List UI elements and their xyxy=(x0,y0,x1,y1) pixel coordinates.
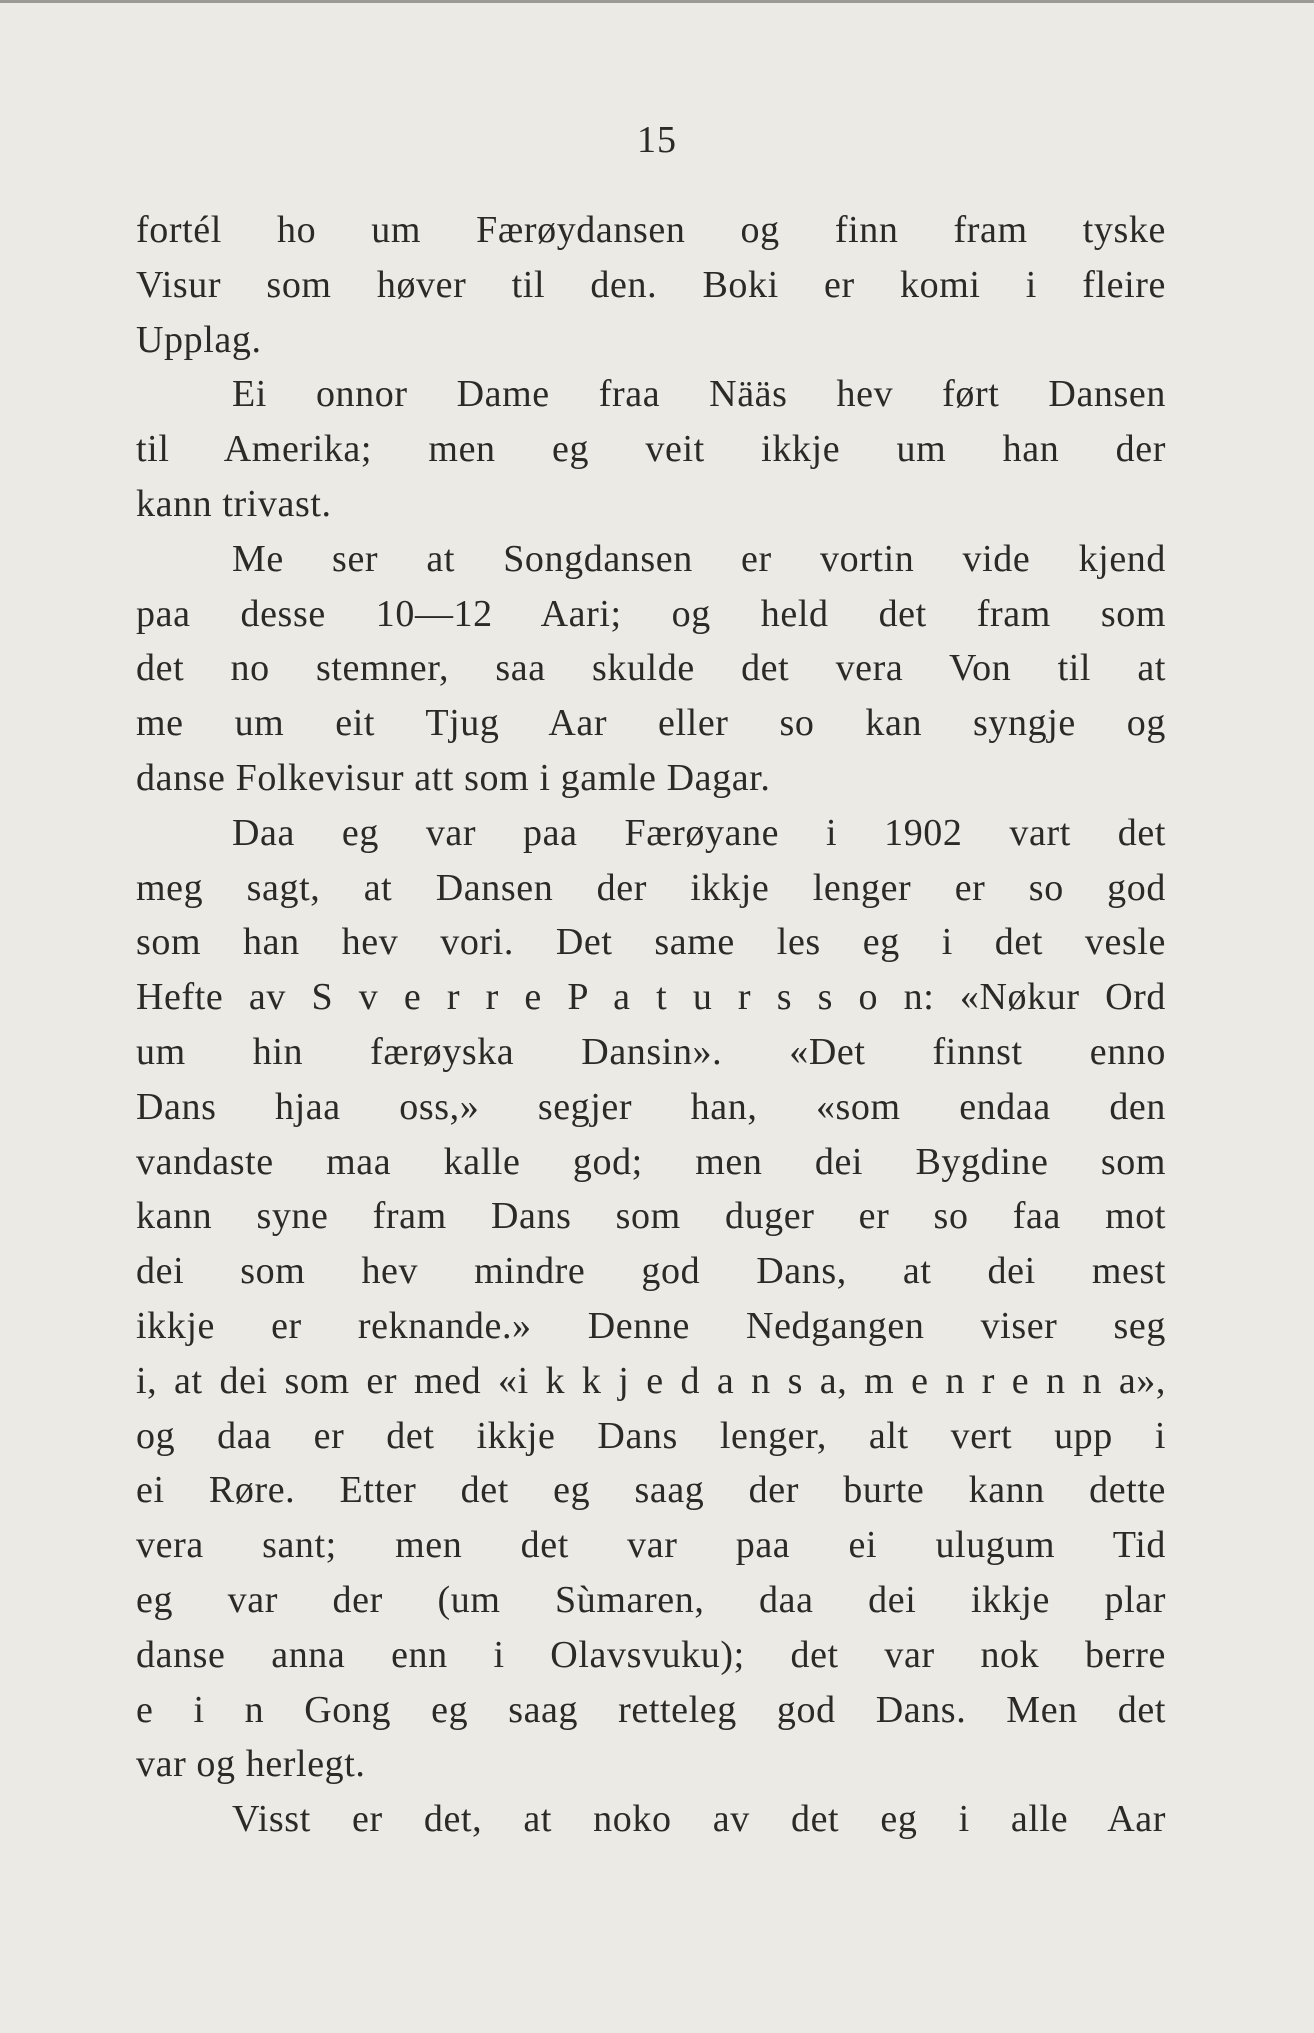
text-line: um hin færøyska Dansin». «Det finnst enno xyxy=(136,1030,1166,1073)
text-line: Me ser at Songdansen er vortin vide kjend xyxy=(232,537,1166,580)
text-line: Visur som høver til den. Boki er komi i fleire xyxy=(136,263,1166,306)
text-line: fortél ho um Færøydansen og finn fram tyske xyxy=(136,209,1166,251)
page-number: 15 xyxy=(637,119,677,161)
body-text xyxy=(136,203,1166,1847)
text-line: me um eit Tjug Aar eller so kan syngje og xyxy=(136,702,1166,745)
text-line: var og herlegt. xyxy=(136,1743,366,1786)
text-line: kann trivast. xyxy=(136,482,332,525)
text-line: vera sant; men det var paa ei ulugum Tid xyxy=(136,1524,1166,1567)
text-line: vandaste maa kalle god; men dei Bygdine som xyxy=(136,1140,1166,1183)
text-line: Upplag. xyxy=(136,318,262,361)
text-line: og daa er det ikkje Dans lenger, alt vert upp i xyxy=(136,1414,1166,1457)
text-line: Ei onnor Dame fraa Nääs hev ført Dansen xyxy=(232,373,1166,416)
text-line: Daa eg var paa Færøyane i 1902 vart det xyxy=(232,811,1166,854)
text-line: dei som hev mindre god Dans, at dei mest xyxy=(136,1250,1166,1293)
text-line: til Amerika; men eg veit ikkje um han der xyxy=(136,428,1166,471)
text-line: ei Røre. Etter det eg saag der burte kann dette xyxy=(136,1469,1166,1512)
text-line: meg sagt, at Dansen der ikkje lenger er so god xyxy=(136,866,1166,909)
text-line: Dans hjaa oss,» segjer han, «som endaa den xyxy=(136,1085,1166,1128)
text-line: paa desse 10—12 Aari; og held det fram som xyxy=(136,592,1166,635)
text-line: Visst er det, at noko av det eg i alle Aar xyxy=(232,1798,1166,1841)
text-line: Hefte av S v e r r e P a t u r s s o n: «Nøkur Ord xyxy=(136,976,1166,1019)
text-line: eg var der (um Sùmaren, daa dei ikkje plar xyxy=(136,1578,1166,1621)
text-line: det no stemner, saa skulde det vera Von til at xyxy=(136,647,1166,690)
text-line: i, at dei som er med «i k k j e d a n s a, m e n r e n n a», xyxy=(136,1359,1166,1402)
page-top-edge xyxy=(0,0,1314,3)
text-line: kann syne fram Dans som duger er so faa mot xyxy=(136,1195,1166,1238)
text-line: e i n Gong eg saag retteleg god Dans. Men det xyxy=(136,1688,1166,1731)
text-line: som han hev vori. Det same les eg i det vesle xyxy=(136,921,1166,964)
text-line: ikkje er reknande.» Denne Nedgangen viser seg xyxy=(136,1304,1166,1347)
text-line: danse anna enn i Olavsvuku); det var nok berre xyxy=(136,1633,1166,1676)
text-line: danse Folkevisur att som i gamle Dagar. xyxy=(136,756,771,799)
